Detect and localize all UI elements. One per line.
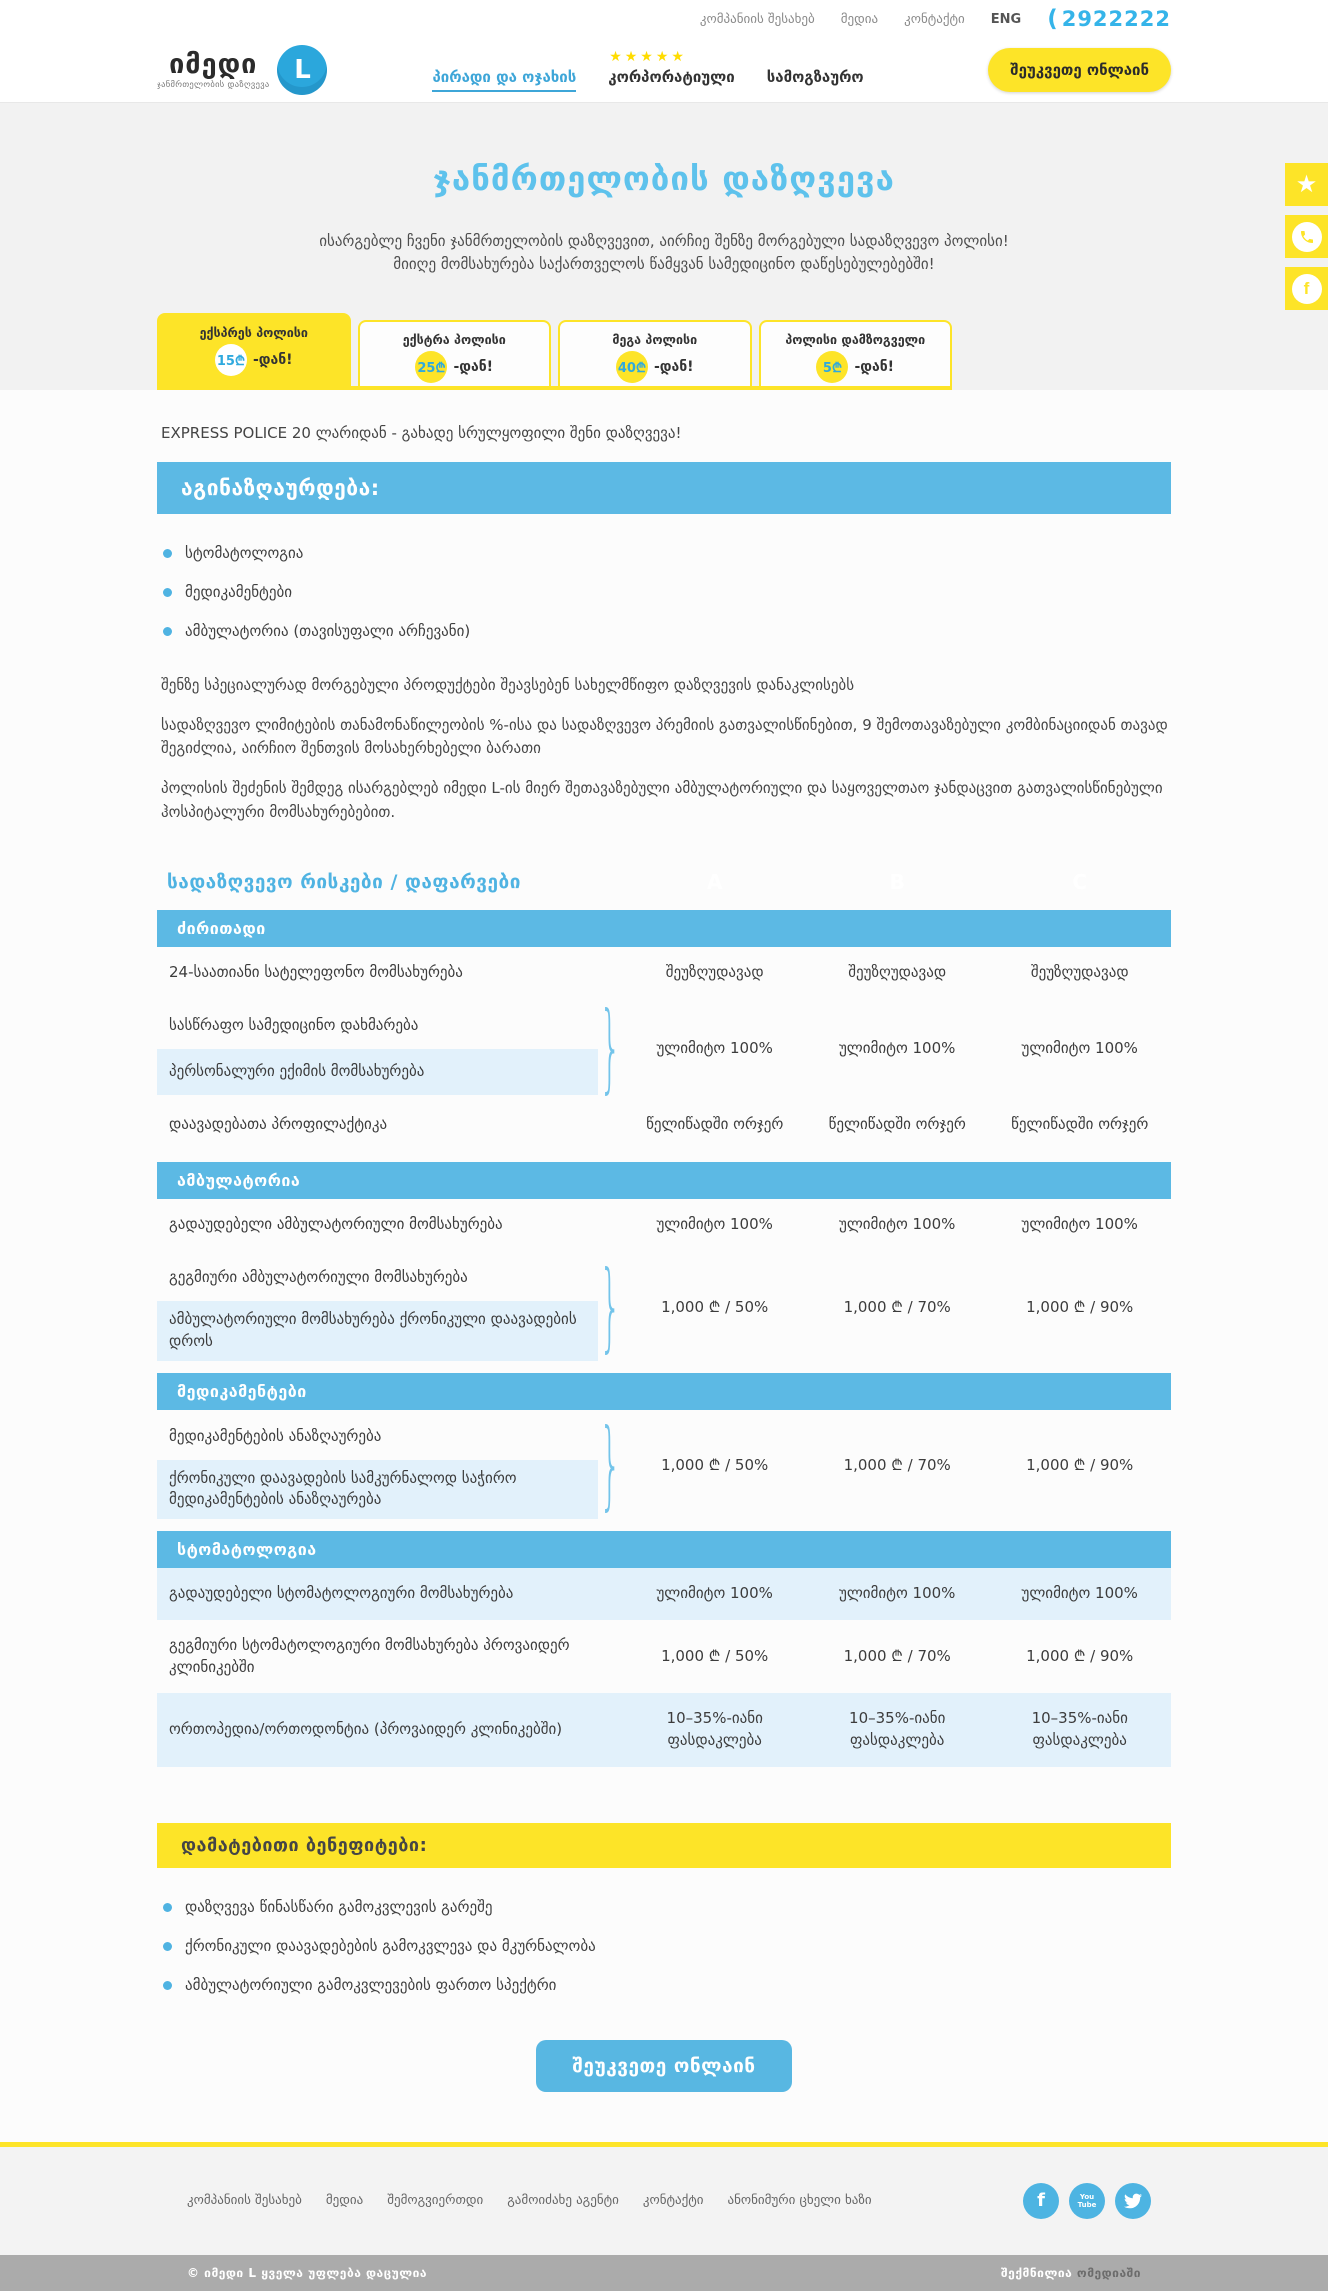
section-band-ambulatory: ამბულატორია bbox=[157, 1162, 1171, 1199]
nav-item-personal-family[interactable]: პირადი და ოჯახის bbox=[432, 68, 576, 92]
order-online-header-button[interactable]: შეუკვეთე ონლაინ bbox=[988, 48, 1171, 92]
page-title: ჯანმრთელობის დაზღვევა bbox=[433, 159, 895, 198]
phone-number[interactable] bbox=[1047, 7, 1171, 31]
top-link-about[interactable]: კომპანიის შესახებ bbox=[699, 11, 815, 27]
tab-extra-policy[interactable] bbox=[358, 320, 552, 386]
footer-link-about[interactable]: კომპანიის შესახებ bbox=[187, 2193, 302, 2209]
section-band-basic: ძირითადი bbox=[157, 910, 1171, 947]
hero-section bbox=[0, 103, 1328, 277]
top-utility-bar bbox=[0, 0, 1328, 38]
tab-label: ექსტრა პოლისი bbox=[402, 331, 506, 347]
brace-icon bbox=[598, 1017, 623, 1081]
top-link-media[interactable]: მედია bbox=[840, 11, 879, 27]
order-online-button[interactable]: შეუკვეთე ონლაინ bbox=[536, 2040, 791, 2092]
nav-item-travel[interactable]: სამოგზაურო bbox=[766, 67, 864, 86]
social-icons bbox=[1023, 2183, 1171, 2219]
policy-tabs-section bbox=[0, 277, 1328, 390]
footer-link-contact[interactable]: კონტაქტი bbox=[642, 2193, 704, 2209]
tab-price: 40₾ bbox=[617, 360, 647, 376]
covered-banner: აგინაზღაურდება: bbox=[157, 462, 1171, 514]
credit-link[interactable]: ომედიაში bbox=[1076, 2265, 1141, 2280]
credit-prefix: შექმნილია bbox=[1001, 2265, 1073, 2280]
section-band-medicaments: მედიკამენტები bbox=[157, 1373, 1171, 1410]
side-call-button[interactable] bbox=[1285, 215, 1328, 258]
list-item: დაზღვევა წინასწარი გამოკვლევის გარეშე bbox=[157, 1898, 1171, 1916]
coverage-table bbox=[157, 870, 1171, 1767]
list-item: ქრონიკული დაავადებების გამოკვლევა და მკურნალობა bbox=[157, 1937, 1171, 1955]
logo-tagline: ჯანმრთელობის დაზღვევა bbox=[157, 79, 270, 90]
section-band-dentistry: სტომატოლოგია bbox=[157, 1531, 1171, 1568]
paragraph: სადაზღვევო ლიმიტების თანამონაწილეობის %-ისა და სადაზღვევო პრემიის გათვალისწინებით, 9 შემოთავაზებული კომბინაციიდან თავად შეგიძლია, აირჩიო შენთვის მოსახერხებელი ბარათი bbox=[161, 715, 1168, 757]
footer-link-call-agent[interactable]: გამოიძახე აგენტი bbox=[507, 2193, 619, 2209]
main-content bbox=[0, 390, 1328, 2142]
list-item: ამბულატორია (თავისუფალი არჩევანი) bbox=[157, 622, 1171, 640]
footer bbox=[0, 2142, 1328, 2291]
phone-icon: ( bbox=[1047, 5, 1058, 32]
footer-bottom-bar bbox=[0, 2255, 1328, 2291]
table-row-group: მედიკამენტების ანაზღაურება ქრონიკული დაავადების სამკურნალოდ საჭირო მედიკამენტების ანაზღაურება } 1,000 ₾ / 50% 1,000 ₾ / 70% 1,000 ₾ / 90% bbox=[157, 1414, 1171, 1520]
list-item: მედიკამენტები bbox=[157, 583, 1171, 601]
language-switcher[interactable]: ENG bbox=[990, 11, 1022, 27]
tab-label: პოლისი დამზოგველი bbox=[785, 331, 926, 347]
table-title: სადაზღვევო რისკები / დაფარვები bbox=[167, 870, 521, 893]
hero-subtitle-line2: მიიღე მომსახურება საქართველოს წამყვან სამედიცინო დაწესებულებებში! bbox=[393, 255, 935, 274]
benefits-list bbox=[157, 1898, 1171, 1994]
tab-price: 25₾ bbox=[417, 360, 446, 376]
phone-digits: 2922222 bbox=[1061, 7, 1171, 31]
price-circle bbox=[415, 351, 447, 383]
logo-badge: L bbox=[277, 45, 327, 95]
nav-item-corporate[interactable]: კორპორატიული bbox=[608, 67, 735, 86]
side-favorites-button[interactable] bbox=[1285, 163, 1328, 206]
benefits-banner: დამატებითი ბენეფიტები: bbox=[157, 1823, 1171, 1868]
paragraph: შენზე სპეციალურად მორგებული პროდუქტები შეავსებენ სახელმწიფო დაზღვევის დანაკლისებს bbox=[161, 675, 855, 694]
column-header-b: B bbox=[889, 869, 905, 894]
column-header-a: A bbox=[706, 869, 723, 894]
hero-subtitle-line1: ისარგებლე ჩვენი ჯანმრთელობის დაზღვევით, აირჩიე შენზე მორგებული სადაზღვევო პოლისი! bbox=[319, 232, 1009, 250]
logo[interactable] bbox=[157, 45, 327, 95]
intro-text: EXPRESS POLICE 20 ლარიდან - გახადე სრულყოფილი შენი დაზღვევა! bbox=[161, 423, 682, 442]
tab-label: ექსპრეს პოლისი bbox=[199, 324, 308, 340]
bullet-icon bbox=[163, 1981, 172, 1990]
list-item: ამბულატორიული გამოკვლევების ფართო სპექტრი bbox=[157, 1976, 1171, 1994]
tab-label: მეგა პოლისი bbox=[612, 331, 698, 347]
tab-price: 15₾ bbox=[216, 353, 246, 369]
bullet-icon bbox=[163, 1903, 172, 1912]
tab-price-suffix: -დან! bbox=[653, 358, 694, 375]
footer-link-media[interactable]: მედია bbox=[325, 2193, 364, 2209]
tab-mega-policy[interactable] bbox=[558, 320, 752, 386]
covered-list bbox=[157, 544, 1171, 640]
tab-price-suffix: -დან! bbox=[252, 351, 293, 368]
stars-icon: ★★★★★ bbox=[609, 48, 687, 65]
facebook-icon[interactable]: f bbox=[1023, 2183, 1059, 2219]
tab-price-suffix: -დან! bbox=[453, 358, 494, 375]
phone-icon bbox=[1292, 222, 1322, 252]
tab-price-suffix: -დან! bbox=[854, 358, 895, 375]
top-link-contact[interactable]: კონტაქტი bbox=[904, 11, 965, 27]
facebook-icon: f bbox=[1292, 274, 1322, 304]
header bbox=[0, 38, 1328, 103]
brace-icon bbox=[598, 1434, 623, 1498]
table-row: გეგმიური სტომატოლოგიური მომსახურება პროვაიდერ კლინიკებში 1,000 ₾ / 50% 1,000 ₾ / 70% 1,000 ₾ / 90% bbox=[169, 1635, 1134, 1676]
table-row: ორთოპედია/ორთოდონტია (პროვაიდერ კლინიკებში) 10–35%-იანი ფასდაკლება 10–35%-იანი ფასდაკლება 10–35%-იანი ფასდაკლება bbox=[157, 1693, 1171, 1767]
bullet-icon bbox=[163, 627, 172, 636]
footer-link-join[interactable]: შემოგვიერთდი bbox=[387, 2193, 484, 2209]
list-item: სტომატოლოგია bbox=[157, 544, 1171, 562]
paragraph: პოლისის შეძენის შემდეგ ისარგებლებ იმედი L-ის მიერ შეთავაზებული ამბულატორიული და საყოველთაო ჯანდაცვით გათვალისწინებული ჰოსპიტალური მომსახურებებით. bbox=[161, 779, 1163, 821]
bullet-icon bbox=[163, 1942, 172, 1951]
bullet-icon bbox=[163, 549, 172, 558]
table-row: 24-საათიანი სატელეფონო მომსახურება შეუზღუდავად შეუზღუდავად შეუზღუდავად bbox=[169, 962, 1129, 981]
twitter-bird-icon bbox=[1124, 2192, 1142, 2210]
star-icon: ★ bbox=[1295, 170, 1318, 198]
coverage-table-header bbox=[157, 870, 1171, 894]
table-row: გადაუდებელი სტომატოლოგიური მომსახურება ულიმიტო 100% ულიმიტო 100% ულიმიტო 100% bbox=[157, 1568, 1171, 1620]
footer-links bbox=[157, 2193, 872, 2208]
logo-name: იმედი bbox=[169, 48, 258, 80]
table-row: გადაუდებელი ამბულატორიული მომსახურება ულიმიტო 100% ულიმიტო 100% ულიმიტო 100% bbox=[169, 1215, 1138, 1234]
policy-tabs bbox=[157, 313, 952, 390]
main-nav bbox=[432, 49, 863, 92]
column-header-c: C bbox=[1072, 869, 1088, 894]
tab-price: 5₾ bbox=[822, 360, 842, 376]
table-row-group: სასწრაფო სამედიცინო დახმარება პერსონალური ექიმის მომსახურება } ულიმიტო 100% ულიმიტო 100% ულიმიტო 100% bbox=[157, 1003, 1171, 1095]
youtube-icon[interactable]: You Tube bbox=[1069, 2183, 1105, 2219]
side-facebook-button[interactable] bbox=[1285, 267, 1328, 310]
price-circle bbox=[215, 344, 247, 376]
copyright-text: © იმედი L ყველა უფლება დაცულია bbox=[187, 2265, 428, 2280]
bullet-icon bbox=[163, 588, 172, 597]
twitter-icon[interactable] bbox=[1115, 2183, 1151, 2219]
price-circle bbox=[816, 351, 848, 383]
table-row-group: გეგმიური ამბულატორიული მომსახურება ამბულატორიული მომსახურება ქრონიკული დაავადების დროს } 1,000 ₾ / 50% 1,000 ₾ / 70% 1,000 ₾ / 90% bbox=[157, 1255, 1171, 1361]
credit bbox=[1001, 2266, 1141, 2280]
side-buttons bbox=[1285, 163, 1328, 310]
tab-saver-policy[interactable] bbox=[759, 320, 953, 386]
price-circle bbox=[616, 351, 648, 383]
tab-express-policy[interactable] bbox=[157, 313, 351, 386]
footer-link-hotline[interactable]: ანონიმური ცხელი ხაზი bbox=[727, 2193, 872, 2209]
table-row: დაავადებათა პროფილაქტიკა წელიწადში ორჯერ წელიწადში ორჯერ წელიწადში ორჯერ bbox=[169, 1114, 1149, 1133]
brace-icon bbox=[598, 1276, 623, 1340]
